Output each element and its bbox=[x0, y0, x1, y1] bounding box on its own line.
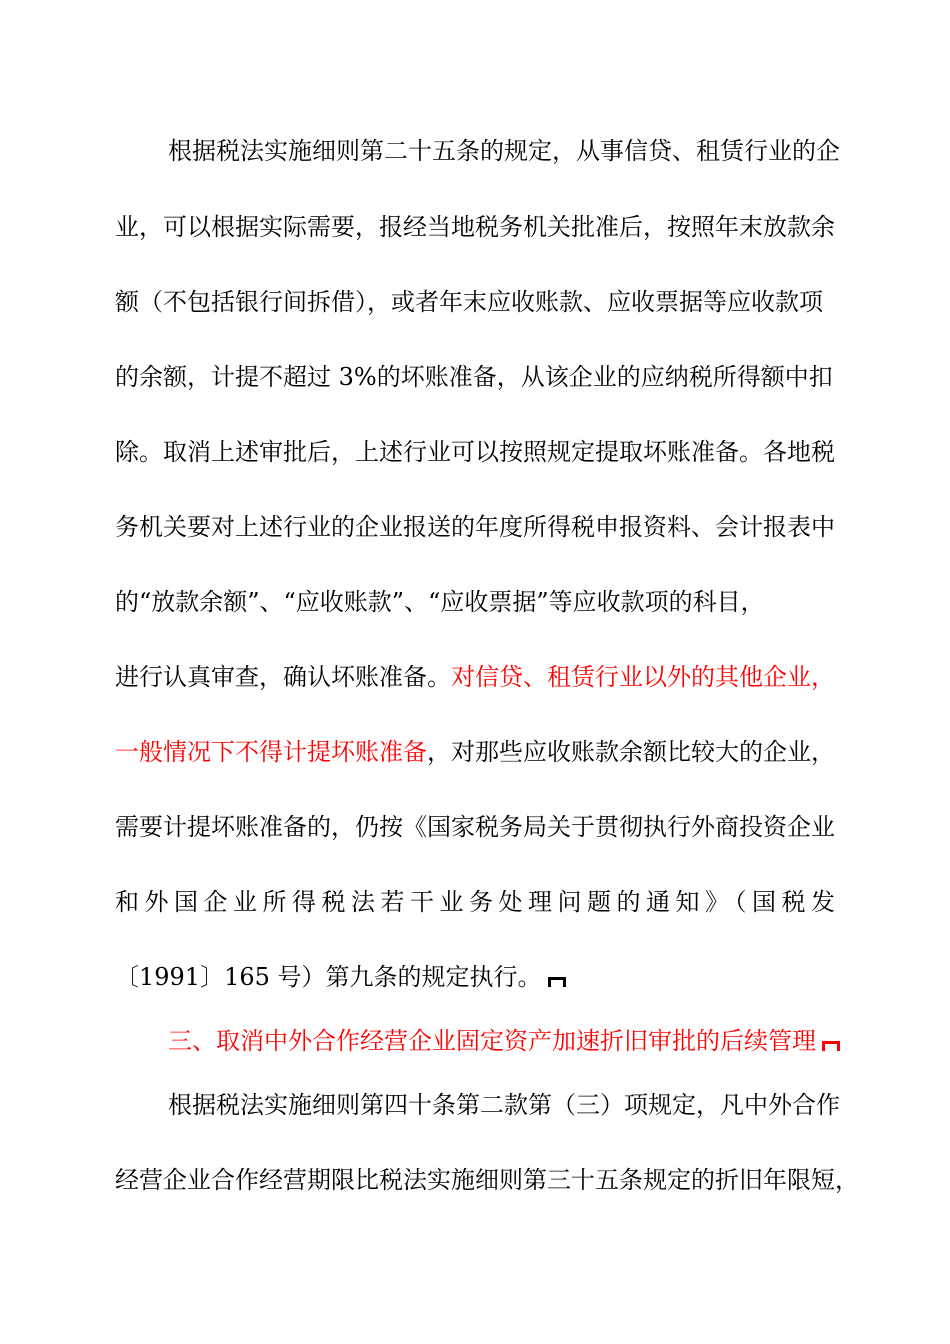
highlighted-text: 对信贷、租赁行业以外的其他企业， bbox=[451, 663, 835, 691]
paragraph-line: 额（不包括银行间拆借），或者年末应收账款、应收票据等应收款项 bbox=[115, 288, 823, 316]
section-heading bbox=[168, 1025, 880, 1057]
paragraph-line: 除。取消上述审批后，上述行业可以按照规定提取坏账准备。各地税 bbox=[115, 438, 835, 466]
paragraph-line bbox=[115, 661, 880, 693]
paragraph-line: 务机关要对上述行业的企业报送的年度所得税申报资料、会计报表中 bbox=[115, 513, 835, 541]
paragraph-mark-icon bbox=[548, 977, 566, 987]
paragraph-line: 根据税法实施细则第四十条第二款第（三）项规定，凡中外合作 bbox=[168, 1091, 840, 1119]
paragraph-text: 进行认真审查，确认坏账准备。 bbox=[115, 663, 451, 691]
paragraph-line: 的“放款余额”、“应收账款”、“应收票据”等应收款项的科目， bbox=[115, 588, 765, 616]
highlighted-text: 一般情况下不得计提坏账准备 bbox=[115, 738, 427, 766]
paragraph-line bbox=[115, 961, 880, 993]
paragraph-line: 的余额，计提不超过 3%的坏账准备，从该企业的应纳税所得额中扣 bbox=[115, 363, 833, 391]
paragraph-mark-icon bbox=[822, 1041, 840, 1051]
heading-text: 三、取消中外合作经营企业固定资产加速折旧审批的后续管理 bbox=[168, 1027, 816, 1055]
paragraph-line bbox=[115, 736, 880, 768]
paragraph-line: 业，可以根据实际需要，报经当地税务机关批准后，按照年末放款余 bbox=[115, 213, 835, 241]
paragraph-line: 需要计提坏账准备的，仍按《国家税务局关于贯彻执行外商投资企业 bbox=[115, 813, 835, 841]
paragraph-text: 〔1991〕165 号）第九条的规定执行。 bbox=[115, 963, 542, 991]
paragraph-line: 经营企业合作经营期限比税法实施细则第三十五条规定的折旧年限短， bbox=[115, 1166, 859, 1194]
paragraph-line: 根据税法实施细则第二十五条的规定，从事信贷、租赁行业的企 bbox=[168, 137, 840, 165]
paragraph-text: ，对那些应收账款余额比较大的企业， bbox=[427, 738, 835, 766]
paragraph-line: 和外国企业所得税法若干业务处理问题的通知》（国税发 bbox=[115, 888, 841, 916]
